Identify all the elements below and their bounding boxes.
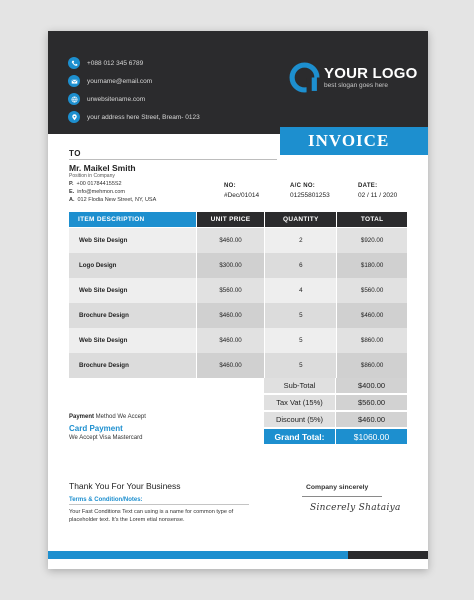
client-email-value: info@mehmon.com	[77, 189, 125, 195]
thank-you-message: Thank You For Your Business	[69, 481, 181, 491]
client-address-label: A.	[69, 197, 75, 203]
logo-slogan: best slogan goes here	[324, 82, 388, 89]
tax-label: Tax Vat (15%)	[264, 395, 335, 410]
table-row	[69, 303, 407, 328]
contact-phone	[68, 54, 200, 72]
terms-label: Terms & Condition/Notes:	[69, 497, 143, 503]
client-email	[69, 189, 125, 195]
row-quantity: 6	[265, 253, 336, 278]
row-total: $460.00	[337, 303, 407, 328]
invoice-sheet	[48, 31, 428, 569]
contact-email-text: yourname@email.com	[87, 77, 153, 85]
row-unit-price: $560.00	[197, 278, 265, 303]
logo-text-group	[324, 66, 417, 89]
phone-icon	[68, 57, 80, 69]
payment-heading	[69, 414, 146, 420]
header-unit-price: UNIT PRICE	[197, 212, 265, 227]
meta-invoice-no	[224, 183, 259, 199]
discount-row	[264, 412, 407, 427]
table-row	[69, 228, 407, 253]
row-total: $560.00	[337, 278, 407, 303]
table-row	[69, 253, 407, 278]
client-address	[69, 197, 156, 203]
header-total: TOTAL	[337, 212, 407, 227]
company-sincerely: Company sincerely	[306, 484, 369, 491]
row-quantity: 4	[265, 278, 336, 303]
client-position: Position in Company	[69, 173, 115, 179]
row-description: Logo Design	[69, 253, 196, 278]
terms-text: Your Fast Conditions Text can using is a name for common type of placeholder text. It's the Lorem etial nonsense.	[69, 509, 234, 523]
footer-bar	[48, 551, 428, 559]
table-row	[69, 328, 407, 353]
contact-list	[68, 54, 200, 126]
row-total: $180.00	[337, 253, 407, 278]
meta-date-value: 02 / 11 / 2020	[358, 192, 398, 199]
location-icon	[68, 111, 80, 123]
tax-value: $560.00	[336, 395, 407, 410]
web-icon	[68, 93, 80, 105]
contact-address	[68, 108, 200, 126]
payment-heading-rest: Method We Accept	[94, 414, 146, 420]
row-total: $860.00	[337, 353, 407, 378]
grand-total-label: Grand Total:	[264, 429, 335, 444]
meta-no-value: #Dec/01014	[224, 192, 260, 199]
to-label: TO	[69, 149, 81, 158]
contact-web	[68, 90, 200, 108]
row-unit-price: $460.00	[197, 303, 265, 328]
subtotal-row	[264, 378, 407, 393]
row-unit-price: $460.00	[197, 353, 265, 378]
email-icon	[68, 75, 80, 87]
discount-value: $460.00	[336, 412, 407, 427]
invoice-title: INVOICE	[280, 127, 428, 155]
row-unit-price: $300.00	[197, 253, 265, 278]
table-row	[69, 353, 407, 378]
meta-account-no	[290, 183, 330, 199]
items-table-body	[69, 228, 407, 378]
payment-method: Card Payment	[69, 424, 123, 433]
header-item-description: ITEM DESCRIPTION	[69, 212, 196, 227]
terms-divider	[69, 504, 249, 505]
meta-date-label: DATE:	[358, 183, 378, 189]
row-description: Brochure Design	[69, 303, 196, 328]
row-description: Brochure Design	[69, 353, 196, 378]
contact-email	[68, 72, 200, 90]
company-logo	[289, 62, 417, 93]
row-quantity: 5	[265, 328, 336, 353]
client-phone	[69, 181, 122, 187]
payment-info	[69, 414, 146, 441]
payment-note: We Accept Visa Mastercard	[69, 435, 143, 441]
grand-total-value: $1060.00	[336, 429, 407, 444]
meta-date	[358, 183, 397, 199]
logo-mark-icon	[289, 62, 320, 93]
subtotal-label: Sub-Total	[264, 378, 335, 393]
client-name: Mr. Maikel Smith	[69, 163, 136, 173]
signature: Sincerely Shataiya	[310, 503, 401, 513]
items-table-header	[69, 212, 407, 227]
subtotal-value: $400.00	[336, 378, 407, 393]
totals-block	[264, 378, 407, 446]
table-row	[69, 278, 407, 303]
invoice-header	[48, 31, 428, 134]
header-quantity: QUANTITY	[265, 212, 336, 227]
row-description: Web Site Design	[69, 328, 196, 353]
row-total: $860.00	[337, 328, 407, 353]
contact-phone-text: +088 012 345 6789	[87, 59, 144, 67]
signature-line	[302, 496, 382, 497]
contact-web-text: urwebsitename.com	[87, 95, 146, 103]
discount-label: Discount (5%)	[264, 412, 335, 427]
contact-address-text: your address here Street, Bream- 0123	[87, 113, 200, 121]
meta-ac-value: 01255801253	[290, 192, 330, 199]
row-quantity: 2	[265, 228, 336, 253]
row-description: Web Site Design	[69, 228, 196, 253]
client-email-label: E.	[69, 189, 75, 195]
to-divider	[69, 159, 277, 160]
client-phone-value: +00 017844155S2	[76, 181, 122, 187]
client-phone-label: P.	[69, 181, 74, 187]
footer-bar-accent	[48, 551, 348, 559]
grand-total-row	[264, 429, 407, 444]
tax-row	[264, 395, 407, 410]
meta-no-label: NO:	[224, 183, 236, 189]
row-description: Web Site Design	[69, 278, 196, 303]
row-total: $920.00	[337, 228, 407, 253]
meta-ac-label: A/C NO:	[290, 183, 316, 189]
row-unit-price: $460.00	[197, 228, 265, 253]
payment-heading-bold: Payment	[69, 414, 95, 420]
row-quantity: 5	[265, 303, 336, 328]
footer-bar-dark	[348, 551, 428, 559]
row-unit-price: $460.00	[197, 328, 265, 353]
row-quantity: 5	[265, 353, 336, 378]
client-address-value: 012 Flodia New Street, NY, USA	[77, 197, 157, 203]
logo-text: YOUR LOGO	[324, 65, 418, 82]
